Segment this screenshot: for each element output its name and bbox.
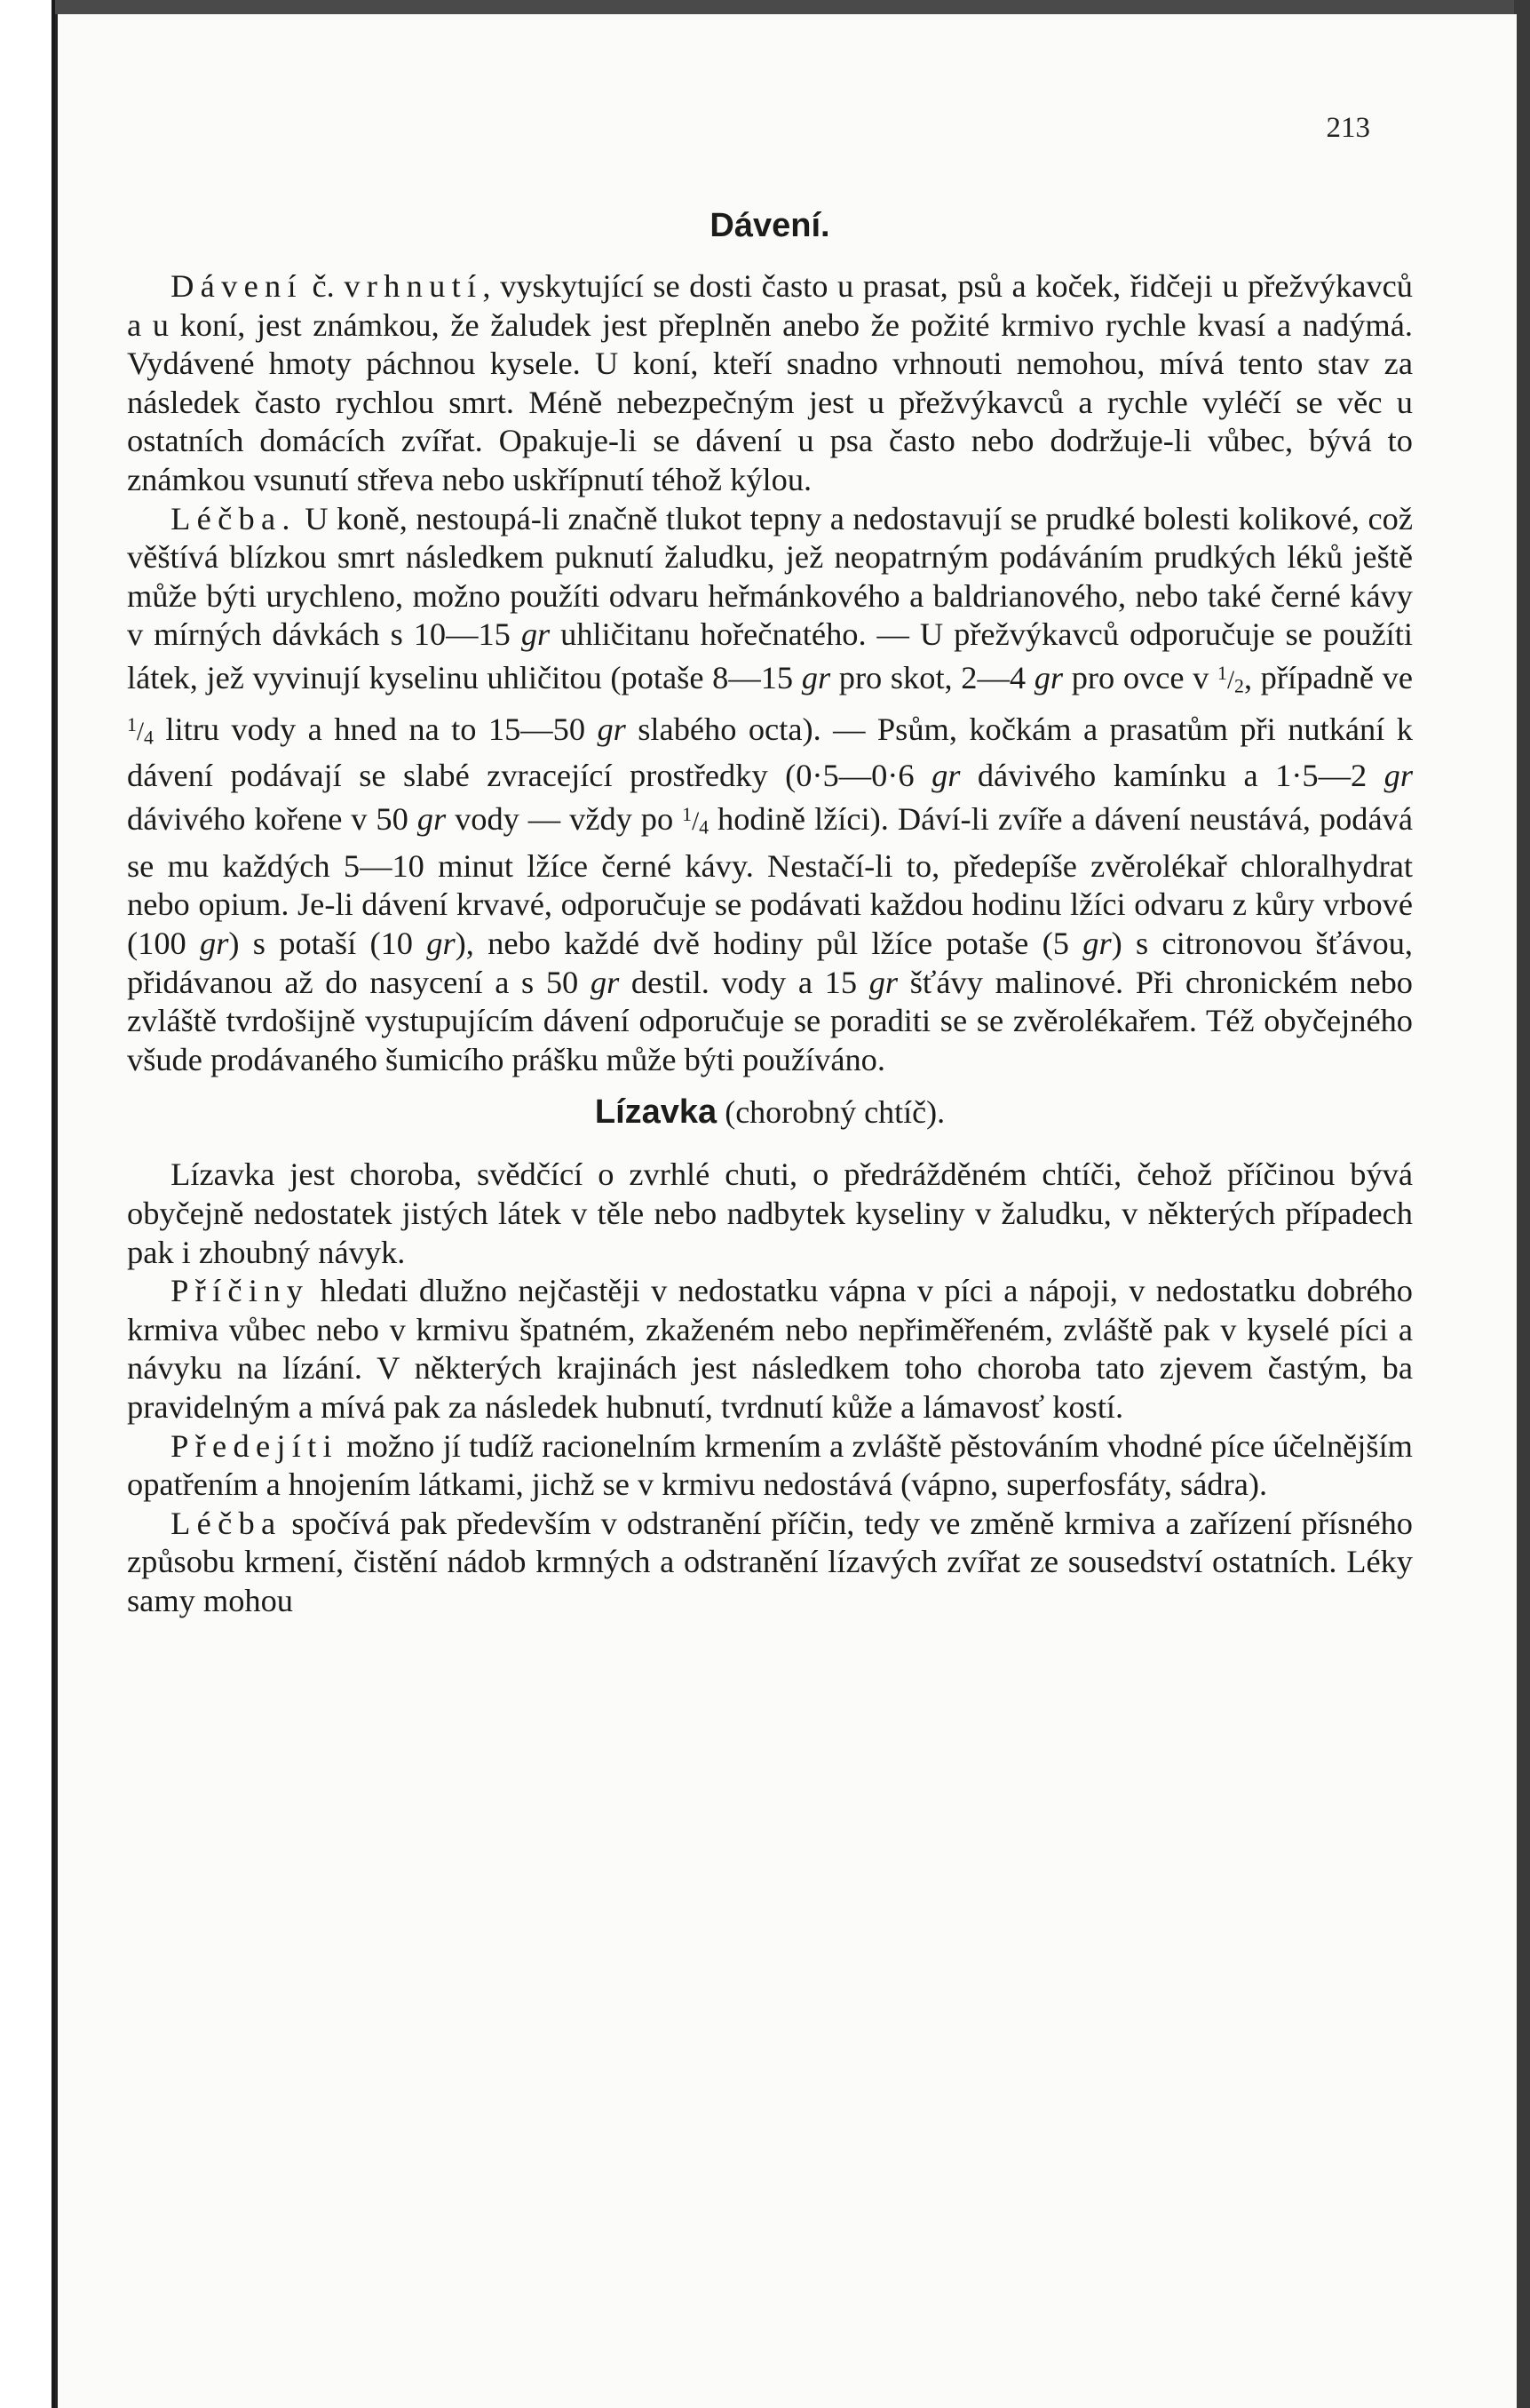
term-lecba: Léčba. bbox=[170, 500, 297, 536]
fraction-denominator: 4 bbox=[699, 816, 710, 838]
fraction-slash: / bbox=[692, 807, 700, 836]
unit-gr: gr bbox=[931, 758, 961, 794]
text-run: , případně ve bbox=[1243, 659, 1413, 695]
term-vrhnuti: vrhnutí bbox=[344, 268, 483, 304]
section-title-text: Lízavka bbox=[594, 1093, 717, 1132]
fraction-slash: / bbox=[1226, 665, 1235, 695]
unit-gr: gr bbox=[200, 926, 229, 962]
text-run: pro skot, 2—4 bbox=[830, 659, 1035, 695]
term-daveni: Dávení bbox=[170, 268, 303, 304]
fraction-denominator: 2 bbox=[1234, 675, 1244, 697]
fraction-numerator: 1 bbox=[1217, 662, 1227, 684]
fraction-numerator: 1 bbox=[127, 713, 137, 735]
fraction-denominator: 4 bbox=[144, 726, 154, 748]
fraction-half bbox=[1217, 662, 1244, 697]
fraction-numerator: 1 bbox=[682, 804, 693, 826]
text-run: ) s citronovou šťávou, přidávanou až do nasycení a s 50 bbox=[127, 926, 1413, 1000]
page-content bbox=[127, 205, 1413, 1621]
text-run: ), nebo každé dvě hodiny půl lžíce potaše (5 bbox=[455, 926, 1083, 962]
paragraph-priciny bbox=[127, 1272, 1413, 1427]
term-lecba: Léčba bbox=[170, 1505, 282, 1541]
text-run: č. bbox=[302, 268, 345, 304]
adjacent-page-edge bbox=[0, 0, 55, 2408]
paragraph-daveni-intro bbox=[127, 267, 1413, 500]
text-run: hodině lžíci). Dáví-li zvíře a dávení neustává, podává se mu každých 5—10 minut lžíce černé kávy. Nestačí-li to, předepíše zvěrolékař chloralhydrat nebo opium. Je-li dávení krvavé, odporučuje se podávati každou hodinu lžíci odvaru z kůry vrbové (100 bbox=[127, 800, 1413, 962]
unit-gr: gr bbox=[590, 964, 620, 1000]
unit-gr: gr bbox=[416, 800, 447, 837]
text-run: hledati dlužno nejčastěji v nedostatku vápna v píci a nápoji, v nedostatku dobrého krmiva vůbec nebo v krmivu špatném, zkaženém nebo nepřiměřeném, zvláště pak v kyselé píci a návyku na lízání. V některých krajinách jest následkem toho choroba tato zjevem častým, ba pravidelným a mívá pak za následek hubnutí, tvrdnutí kůže a lámavosť kostí. bbox=[127, 1273, 1413, 1425]
text-run: možno jí tudíž racionelním krmením a zvláště pěstováním vhodné píce účelnějším opatřením a hnojením látkami, jichž se v krmivu nedostává (vápno, superfosfáty, sádra). bbox=[127, 1427, 1413, 1503]
text-run: U koně, nestoupá-li značně tlukot tepny a nedostavují se prudké bolesti kolikové, což věštívá blízkou smrt následkem puknutí žaludku, jež neopatrným podáváním prudkých léků ještě může býti urychleno, možno použíti odvaru heřmánkového a baldrianového, nebo také černé kávy v mírných dávkách s 10—15 bbox=[127, 500, 1413, 653]
text-run: pro ovce v bbox=[1063, 659, 1218, 695]
unit-gr: gr bbox=[1082, 926, 1112, 962]
term-predejiti: Předejíti bbox=[170, 1427, 338, 1464]
paragraph-daveni-lecba bbox=[127, 500, 1413, 1080]
unit-gr: gr bbox=[1383, 758, 1413, 794]
fraction-quarter bbox=[682, 804, 710, 838]
unit-gr: gr bbox=[801, 659, 831, 695]
unit-gr: gr bbox=[426, 926, 456, 962]
page-number: 213 bbox=[1326, 112, 1370, 144]
text-run: spočívá pak především v odstranění příčin, tedy ve změně krmiva a zařízení přísného způsobu krmení, čistění nádob krmných a odstranění lízavých zvířat ze sousedství ostatních. Léky samy mohou bbox=[127, 1505, 1413, 1618]
paragraph-lizavka-intro: Lízavka jest choroba, svědčící o zvrhlé chuti, o předrážděném chtíči, čehož příčinou bývá obyčejně nedostatek jistých látek v těle nebo nadbytek kyseliny v žaludku, v některých případech pak i zhoubný návyk. bbox=[127, 1156, 1413, 1270]
fraction-quarter bbox=[127, 713, 154, 748]
unit-gr: gr bbox=[520, 616, 551, 653]
paragraph-lecba-lizavka bbox=[127, 1505, 1413, 1621]
section-title-daveni: Dávení. bbox=[710, 207, 830, 244]
text-run: dávivého kořene v 50 bbox=[127, 800, 417, 837]
text-run: litru vody a hned na to 15—50 bbox=[153, 711, 598, 747]
text-run: destil. vody a 15 bbox=[619, 964, 869, 1000]
text-run: slabého octa). — Psům, kočkám a prasatům při nutkání k dávení podávají se slabé zvracející prostředky (0·5—0·6 bbox=[127, 711, 1413, 794]
unit-gr: gr bbox=[1034, 659, 1064, 695]
paragraph-predejiti bbox=[127, 1427, 1413, 1505]
fraction-slash: / bbox=[136, 717, 145, 746]
text-run: dávivého kamínku a 1·5—2 bbox=[960, 758, 1384, 794]
unit-gr: gr bbox=[868, 964, 899, 1000]
book-page bbox=[55, 14, 1517, 2408]
text-run: šťávy malinové. Při chronickém nebo zvláště tvrdošijně vystupujícím dávení odporučuje se poraditi se se zvěrolékařem. Též obyčejného všude prodávaného šumicího prášku může býti používáno. bbox=[127, 964, 1413, 1077]
unit-gr: gr bbox=[597, 711, 626, 747]
section-subtitle: (chorobný chtíč). bbox=[717, 1094, 946, 1131]
section-title-lizavka bbox=[127, 1092, 1413, 1132]
text-run: , vyskytující se dosti často u prasat, psů a koček, řidčeji u přežvýkavců a u koní, jest známkou, že žaludek jest přeplněn anebo že požité krmivo rychle kvasí a nadýmá. Vydávené hmoty páchnou kysele. U koní, kteří snadno vrhnouti nemohou, mívá tento stav za následek často rychlou smrt. Méně nebezpečným jest u přežvýkavců a rychle vyléčí se věc u ostatních domácích zvířat. Opakuje-li se dávení u psa často nebo dodržuje-li vůbec, bývá to známkou vsunutí střeva nebo uskřípnutí téhož kýlou. bbox=[127, 268, 1413, 497]
text-run: vody — vždy po bbox=[446, 800, 683, 837]
text-run: uhličitanu hořečnatého. — U přežvýkavců odporučuje se použíti látek, jež vyvinují kyselinu uhličitou (potaše 8—15 bbox=[127, 616, 1413, 695]
text-run: ) s potaší (10 bbox=[228, 926, 427, 962]
term-priciny: Příčiny bbox=[170, 1273, 310, 1309]
